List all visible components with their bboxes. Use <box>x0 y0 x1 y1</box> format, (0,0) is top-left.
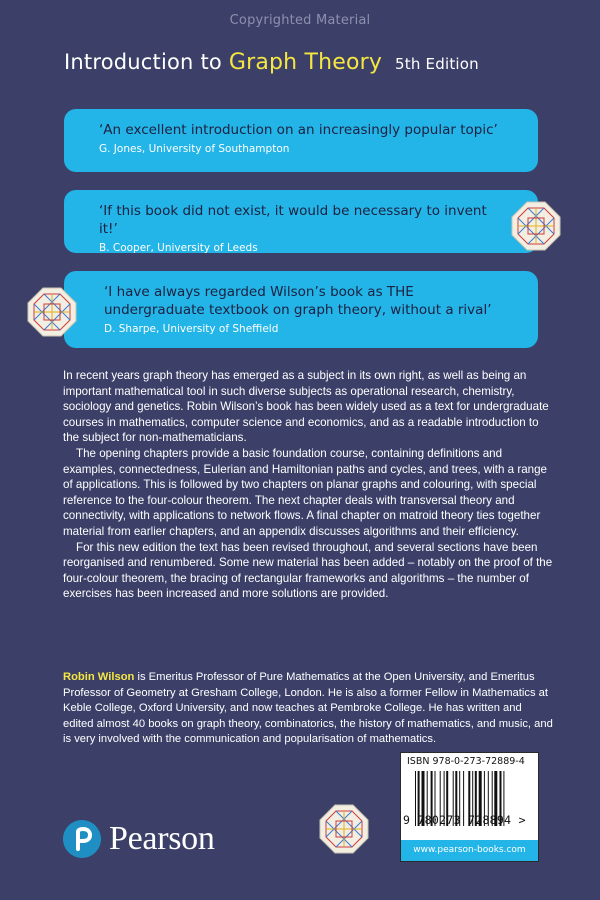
description-paragraph: In recent years graph theory has emerged as a subject in its own right, as well as being an important mathematical tool in such diverse subjects as operational research, chemistry, sociology and genetics. Robin Wilson’s book has been widely used as a text for undergraduate courses in mathematics, computer science and economics, and as a readable introduction to the subject for non-mathematicians. <box>63 369 549 445</box>
quote-author: D. Sharpe, University of Sheffield <box>104 323 279 335</box>
graph-octagon-icon <box>26 286 78 338</box>
review-quote-3 <box>64 271 538 348</box>
book-description <box>63 368 553 602</box>
description-paragraph: For this new edition the text has been revised throughout, and several sections have been reorganised and renumbered. Some new material has been added – notably on the proof of the four-colour theorem, the bracing of rectangular frameworks and algorithms – the number of exercises has been increased and more solutions are provided. <box>63 540 553 601</box>
title-edition: 5th Edition <box>395 55 479 73</box>
publisher-website: www.pearson-books.com <box>401 840 538 861</box>
quote-text: ‘If this book did not exist, it would be necessary to invent it!’ <box>99 203 487 237</box>
publisher-name: Pearson <box>109 820 215 857</box>
quote-author: B. Cooper, University of Leeds <box>99 242 258 254</box>
quote-text: ‘I have always regarded Wilson’s book as THE undergraduate textbook on graph theory, without a rival’ <box>104 284 492 318</box>
barcode-number: 9 780273 728894 > <box>403 813 526 827</box>
author-bio-text: is Emeritus Professor of Pure Mathematics at the Open University, and Emeritus Professor of Geometry at Gresham College, London. He is also a former Fellow in Mathematics at Keble College, Oxford University, and now teaches at Pembroke College. He has written and edited almost 40 books on graph theory, combinatorics, the history of mathematics, and music, and is very involved with the communication and popularisation of mathematics. <box>63 671 553 746</box>
author-bio <box>63 670 553 748</box>
review-quote-2 <box>64 190 538 253</box>
publisher-logo <box>63 820 215 858</box>
description-paragraph: The opening chapters provide a basic foundation course, containing definitions and examples, connectedness, Eulerian and Hamiltonian paths and cycles, and trees, with a range of applications. This is followed by two chapters on planar graphs and colouring, with special reference to the four-colour theorem. The next chapter deals with transversal theory and connectivity, with applications to network flows. A final chapter on matroid theory ties together material from earlier chapters, and an appendix discusses algorithms and their efficiency. <box>63 446 547 538</box>
title-prefix: Introduction to <box>64 50 222 74</box>
book-title <box>64 50 479 75</box>
isbn-label: ISBN 978-0-273-72889-4 <box>407 756 525 767</box>
author-name: Robin Wilson <box>63 671 135 683</box>
watermark: Copyrighted Material <box>229 13 371 28</box>
graph-octagon-icon <box>318 803 370 855</box>
review-quote-1 <box>64 109 538 172</box>
graph-octagon-icon <box>510 200 562 252</box>
quote-author: G. Jones, University of Southampton <box>99 143 290 155</box>
barcode-panel <box>400 752 539 862</box>
quote-text: ‘An excellent introduction on an increasingly popular topic’ <box>99 122 498 138</box>
pearson-logo-icon <box>63 820 101 858</box>
title-highlight: Graph Theory <box>228 50 383 75</box>
